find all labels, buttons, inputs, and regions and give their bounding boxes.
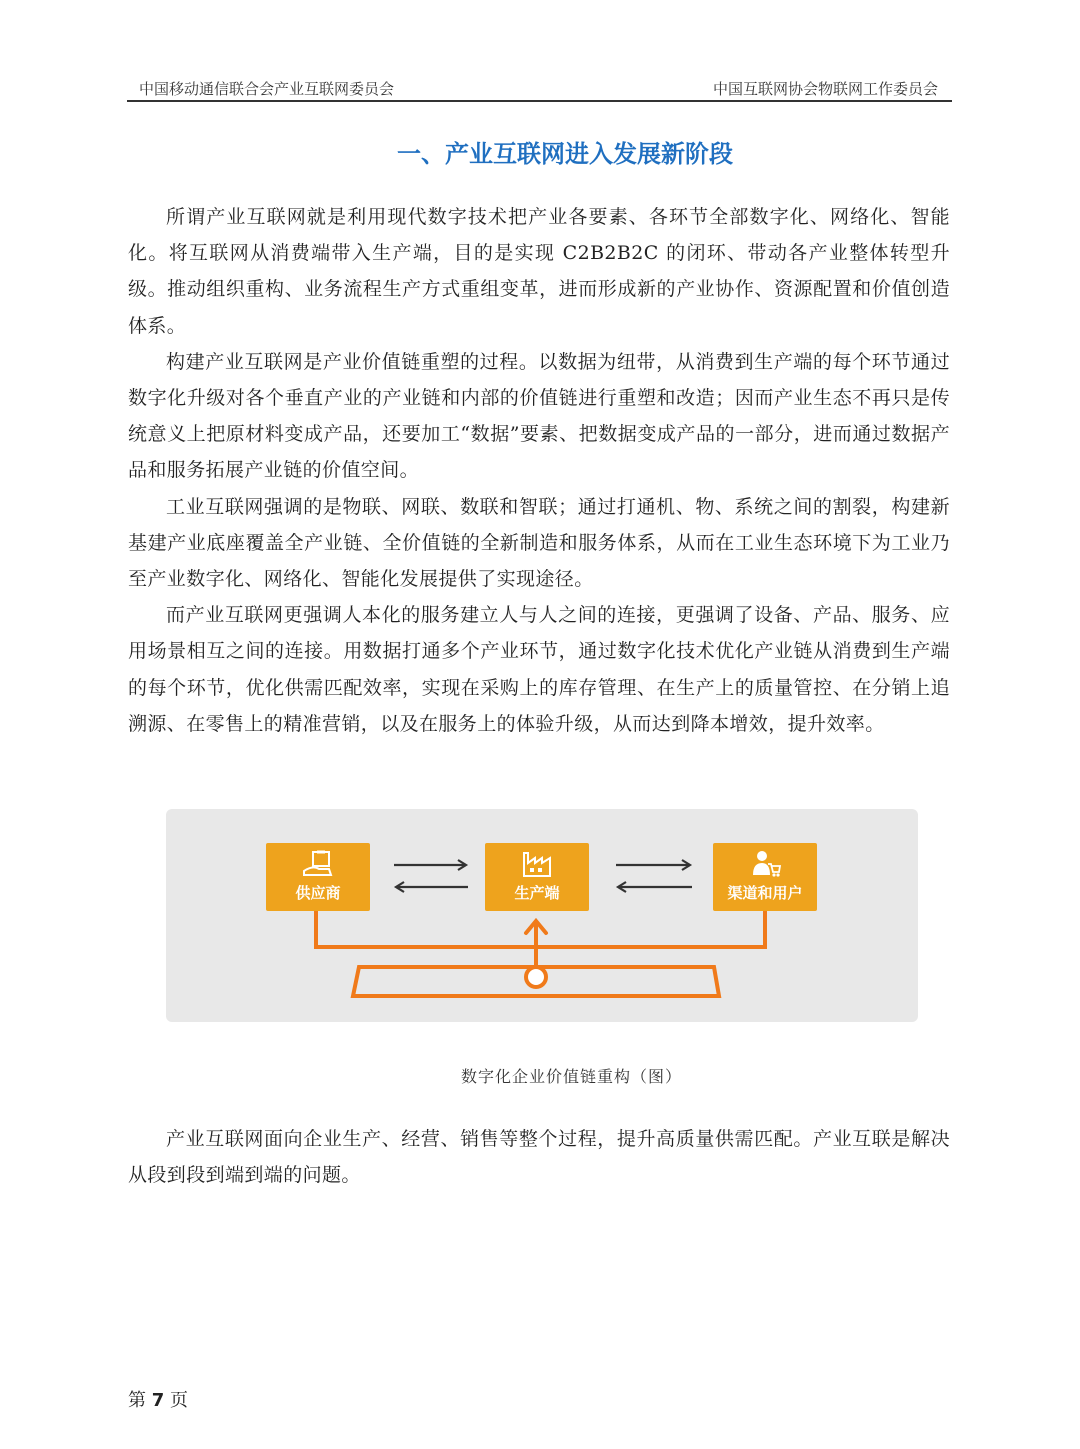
figure-connectors — [166, 809, 918, 1022]
hand-box-icon — [301, 849, 335, 883]
bidirectional-arrow-left — [394, 860, 468, 892]
header-right-org: 中国互联网协会物联网工作委员会 — [712, 80, 938, 98]
page-suffix: 页 — [170, 1390, 188, 1411]
page-number: 7 — [151, 1390, 165, 1411]
page-footer — [128, 1386, 188, 1412]
node-producer — [485, 843, 589, 911]
shopper-cart-icon — [748, 849, 782, 883]
paragraph-5: 产业互联网面向企业生产、经营、销售等整个过程，提升高质量供需匹配。产业互联是解决从段到段到端到端的问题。 — [128, 1128, 950, 1187]
page-prefix: 第 — [128, 1390, 146, 1411]
figure-caption: 数字化企业价值链重构（图） — [460, 1067, 682, 1086]
section-title: 一、产业互联网进入发展新阶段 — [397, 140, 733, 168]
node-producer-label: 生产端 — [514, 884, 560, 902]
paragraph-1: 所谓产业互联网就是利用现代数字技术把产业各要素、各环节全部数字化、网络化、智能化。将互联网从消费端带入生产端，目的是实现 C2B2B2C 的闭环、带动各产业整体转型升级。推动组织重构、业务流程生产方式重组变革，进而形成新的产业协作、资源配置和价值创造体系。 — [128, 206, 950, 337]
paragraph-2: 构建产业互联网是产业价值链重塑的过程。以数据为纽带，从消费到生产端的每个环节通过数字化升级对各个垂直产业的产业链和内部的价值链进行重塑和改造；因而产业生态不再只是传统意义上把原材料变成产品，还要加工“数据”要素、把数据变成产品的一部分，进而通过数据产品和服务拓展产业链的价值空间。 — [128, 350, 950, 482]
bidirectional-arrow-right — [616, 860, 692, 892]
header-left-org: 中国移动通信联合会产业互联网委员会 — [139, 80, 395, 98]
paragraph-4: 而产业互联网更强调人本化的服务建立人与人之间的连接，更强调了设备、产品、服务、应用场景相互之间的连接。用数据打通多个产业环节，通过数字化技术优化产业链从消费到生产端的每个环节，优化供需匹配效率，实现在采购上的库存管理、在生产上的质量管控、在分销上追溯源、在零售上的精准营销，以及在服务上的体验升级，从而达到降本增效，提升效率。 — [128, 604, 950, 735]
paragraph-3: 工业互联网强调的是物联、网联、数联和智联；通过打通机、物、系统之间的割裂，构建新基建产业底座覆盖全产业链、全价值链的全新制造和服务体系，从而在工业生态环境下为工业乃至产业数字化、网络化、智能化发展提供了实现途径。 — [128, 495, 950, 591]
node-supplier-label: 供应商 — [295, 884, 341, 902]
body-paragraphs — [128, 199, 950, 742]
platform-connectors — [316, 911, 765, 996]
node-channel — [713, 843, 817, 911]
factory-icon — [520, 849, 554, 883]
value-chain-figure — [166, 809, 918, 1022]
node-supplier — [266, 843, 370, 911]
node-channel-label: 渠道和用户 — [727, 884, 803, 902]
page-header — [127, 72, 952, 102]
closing-paragraphs — [128, 1121, 950, 1193]
